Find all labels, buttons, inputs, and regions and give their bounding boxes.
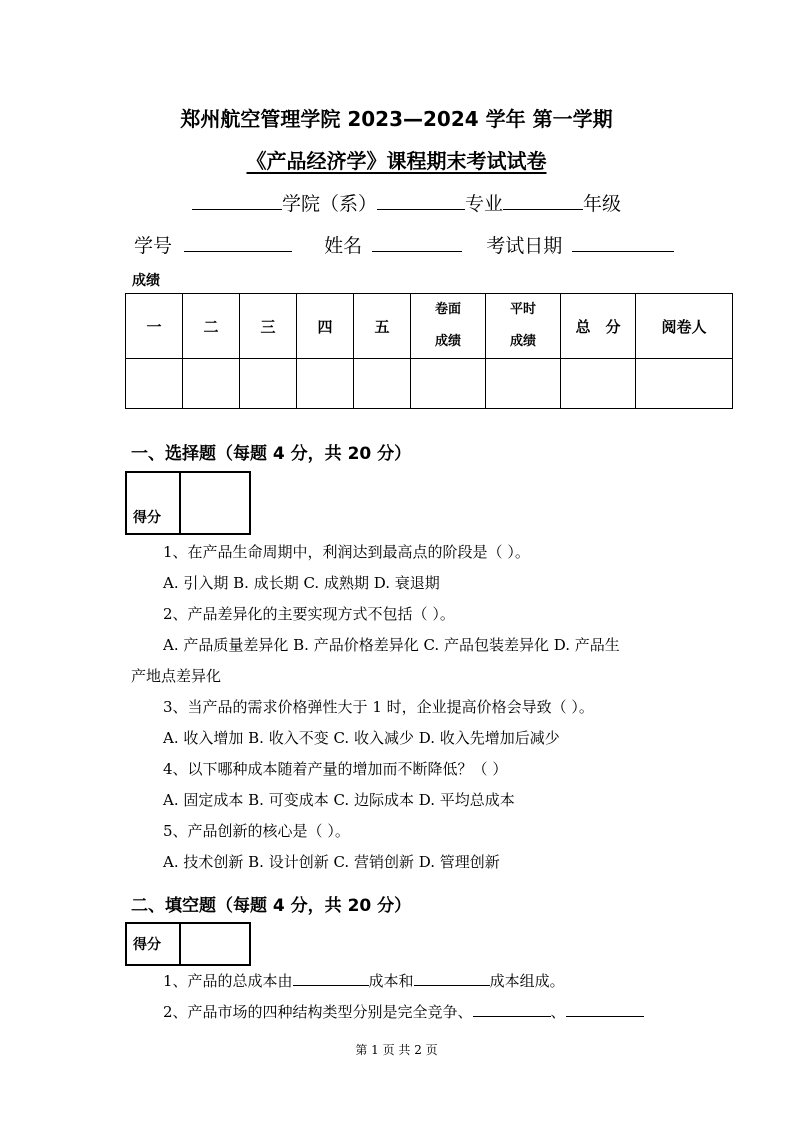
score-header-1: 一 xyxy=(126,294,183,359)
score-header-paper: 卷面 成绩 xyxy=(411,294,486,359)
section2-score-label: 得分 xyxy=(126,923,180,965)
q5-stem: 5、产品创新的核心是（ ）。 xyxy=(163,822,350,840)
section1-score-box xyxy=(125,471,251,535)
score-cell[interactable] xyxy=(411,359,486,409)
score-header-2: 二 xyxy=(183,294,240,359)
fill-q2-part-a: 2、产品市场的四种结构类型分别是完全竞争、 xyxy=(163,1003,473,1021)
fill-q2-blank-1[interactable] xyxy=(473,1015,551,1017)
score-cell[interactable] xyxy=(636,359,733,409)
section2-score-input[interactable] xyxy=(180,923,250,965)
score-caption: 成绩 xyxy=(132,273,160,289)
q1-stem: 1、在产品生命周期中，利润达到最高点的阶段是（ ）。 xyxy=(163,543,530,561)
score-cell[interactable] xyxy=(183,359,240,409)
major-blank[interactable] xyxy=(377,208,465,210)
score-header-3: 三 xyxy=(240,294,297,359)
name-label: 姓名 xyxy=(324,235,363,257)
score-cell[interactable] xyxy=(354,359,411,409)
score-cell[interactable] xyxy=(126,359,183,409)
score-cell[interactable] xyxy=(561,359,636,409)
page-footer: 第 1 页 共 2 页 xyxy=(355,1043,438,1057)
exam-title-line2 xyxy=(0,145,793,174)
fill-q1-blank-2[interactable] xyxy=(414,984,490,986)
score-cell[interactable] xyxy=(240,359,297,409)
fill-q1-part-c: 成本组成。 xyxy=(489,972,565,990)
exam-title-line1: 郑州航空管理学院 2023—2024 学年 第一学期 xyxy=(180,107,613,131)
grade-label: 年级 xyxy=(583,193,622,215)
fill-q1-part-b: 成本和 xyxy=(368,972,414,990)
fill-q2-blank-2[interactable] xyxy=(566,1015,644,1017)
exam-date-blank[interactable] xyxy=(572,250,674,252)
section1-heading: 一、选择题（每题 4 分，共 20 分） xyxy=(131,444,412,464)
q1-options: A. 引入期 B. 成长期 C. 成熟期 D. 衰退期 xyxy=(163,574,440,592)
score-cell[interactable] xyxy=(297,359,354,409)
exam-date-label: 考试日期 xyxy=(486,235,563,257)
section1-score-input[interactable] xyxy=(180,472,250,534)
fill-q1-blank-1[interactable] xyxy=(293,984,369,986)
score-header-usual: 平时 成绩 xyxy=(486,294,561,359)
info-row-2 xyxy=(134,231,674,258)
grade-blank[interactable] xyxy=(503,208,583,210)
q4-options: A. 固定成本 B. 可变成本 C. 边际成本 D. 平均总成本 xyxy=(163,791,515,809)
score-cell[interactable] xyxy=(486,359,561,409)
q3-options: A. 收入增加 B. 收入不变 C. 收入减少 D. 收入先增加后减少 xyxy=(163,729,560,747)
score-header-total: 总 分 xyxy=(561,294,636,359)
fill-q2-part-b: 、 xyxy=(550,1003,566,1021)
section1-score-label: 得分 xyxy=(126,472,180,534)
student-id-label: 学号 xyxy=(134,235,173,257)
section2-score-box xyxy=(125,922,251,966)
info-row-1 xyxy=(192,189,621,216)
q2-stem: 2、产品差异化的主要实现方式不包括（ ）。 xyxy=(163,605,455,623)
q4-stem: 4、以下哪种成本随着产量的增加而不断降低？（ ） xyxy=(163,760,508,778)
score-table xyxy=(125,293,733,409)
score-header-grader: 阅卷人 xyxy=(636,294,733,359)
q2-options: A. 产品质量差异化 B. 产品价格差异化 C. 产品包装差异化 D. 产品生 xyxy=(163,636,620,654)
section2-heading: 二、填空题（每题 4 分，共 20 分） xyxy=(131,896,412,916)
score-header-5: 五 xyxy=(354,294,411,359)
college-label: 学院（系） xyxy=(282,193,378,215)
q5-options: A. 技术创新 B. 设计创新 C. 营销创新 D. 管理创新 xyxy=(163,853,500,871)
major-label: 专业 xyxy=(465,193,504,215)
fill-q1-part-a: 1、产品的总成本由 xyxy=(163,972,293,990)
student-id-blank[interactable] xyxy=(184,250,292,252)
fill-q1 xyxy=(131,966,691,997)
course-title: 《产品经济学》课程期末考试试卷 xyxy=(246,149,547,173)
fill-q2 xyxy=(131,997,691,1028)
college-blank[interactable] xyxy=(192,208,282,210)
score-header-4: 四 xyxy=(297,294,354,359)
q3-stem: 3、当产品的需求价格弹性大于 1 时，企业提高价格会导致（ ）。 xyxy=(163,698,594,716)
name-blank[interactable] xyxy=(372,250,462,252)
q2-options-cont: 产地点差异化 xyxy=(131,667,222,685)
